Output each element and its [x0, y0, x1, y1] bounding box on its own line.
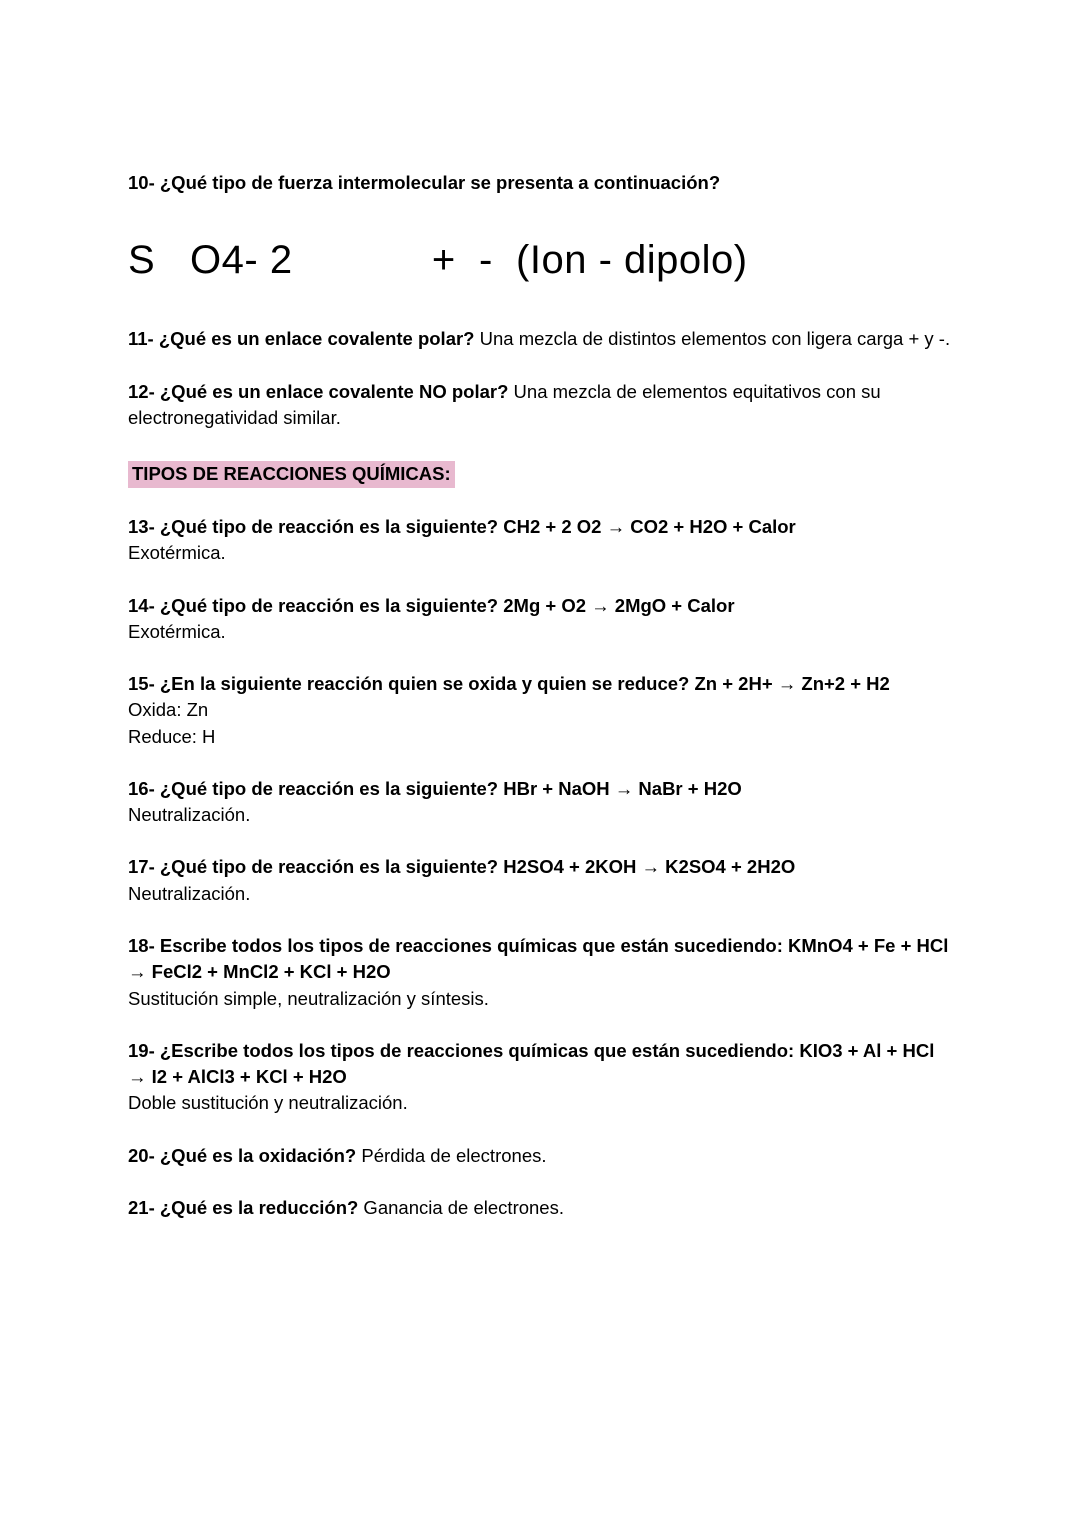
- question-15-answer-reduce: Reduce: H: [128, 725, 216, 747]
- section-heading-wrap: [128, 457, 952, 514]
- formula-ion-dipolo: S O4- 2 + - (Ion - dipolo): [128, 238, 748, 283]
- question-19: [128, 1038, 952, 1117]
- question-11-answer: Una mezcla de distintos elementos con ligera carga + y -.: [474, 328, 951, 350]
- question-17: [128, 854, 952, 907]
- question-10-label: 10- ¿Qué tipo de fuerza intermolecular se presenta a continuación?: [128, 172, 721, 193]
- question-12: [128, 379, 952, 432]
- question-20: [128, 1143, 952, 1169]
- question-11-label: 11- ¿Qué es un enlace covalente polar?: [128, 328, 475, 350]
- question-19-answer: Doble sustitución y neutralización.: [128, 1092, 408, 1114]
- question-10: [128, 170, 952, 196]
- question-18-label: 18- Escribe todos los tipos de reacciones químicas que están sucediendo: KMnO4 + Fe + HCl → FeCl2 + MnCl2 + KCl + H2O: [128, 934, 949, 983]
- question-17-answer: Neutralización.: [128, 882, 251, 904]
- question-13: [128, 514, 952, 567]
- question-15-label: 15- ¿En la siguiente reacción quien se oxida y quien se reduce? Zn + 2H+ → Zn+2 + H2: [128, 673, 890, 695]
- question-20-label: 20- ¿Qué es la oxidación?: [128, 1144, 357, 1166]
- question-16-label: 16- ¿Qué tipo de reacción es la siguiente? HBr + NaOH → NaBr + H2O: [128, 777, 742, 799]
- question-13-label: 13- ¿Qué tipo de reacción es la siguiente? CH2 + 2 O2 → CO2 + H2O + Calor: [128, 516, 796, 538]
- question-14: [128, 593, 952, 646]
- question-14-answer: Exotérmica.: [128, 620, 226, 642]
- question-17-label: 17- ¿Qué tipo de reacción es la siguiente? H2SO4 + 2KOH → K2SO4 + 2H2O: [128, 856, 796, 878]
- question-19-label: 19- ¿Escribe todos los tipos de reacciones químicas que están sucediendo: KIO3 + Al + HCl → I2 + AlCl3 + KCl + H2O: [128, 1039, 935, 1088]
- question-18-answer: Sustitución simple, neutralización y síntesis.: [128, 987, 489, 1009]
- question-18: [128, 933, 952, 1012]
- question-14-label: 14- ¿Qué tipo de reacción es la siguiente? 2Mg + O2 → 2MgO + Calor: [128, 594, 735, 616]
- question-11: [128, 326, 952, 352]
- question-21-answer: Ganancia de electrones.: [358, 1196, 564, 1218]
- question-15-answer-oxida: Oxida: Zn: [128, 699, 209, 721]
- question-12-answer: Una mezcla de elementos equitativos con su electronegatividad similar.: [128, 380, 881, 428]
- question-21: [128, 1195, 952, 1221]
- question-15: [128, 671, 952, 750]
- question-12-label: 12- ¿Qué es un enlace covalente NO polar?: [128, 380, 509, 402]
- question-16-answer: Neutralización.: [128, 804, 251, 826]
- question-16: [128, 776, 952, 829]
- section-heading-tipos-reacciones: TIPOS DE REACCIONES QUÍMICAS:: [128, 461, 455, 488]
- question-13-answer: Exotérmica.: [128, 542, 226, 564]
- question-21-label: 21- ¿Qué es la reducción?: [128, 1196, 359, 1218]
- question-20-answer: Pérdida de electrones.: [356, 1144, 547, 1166]
